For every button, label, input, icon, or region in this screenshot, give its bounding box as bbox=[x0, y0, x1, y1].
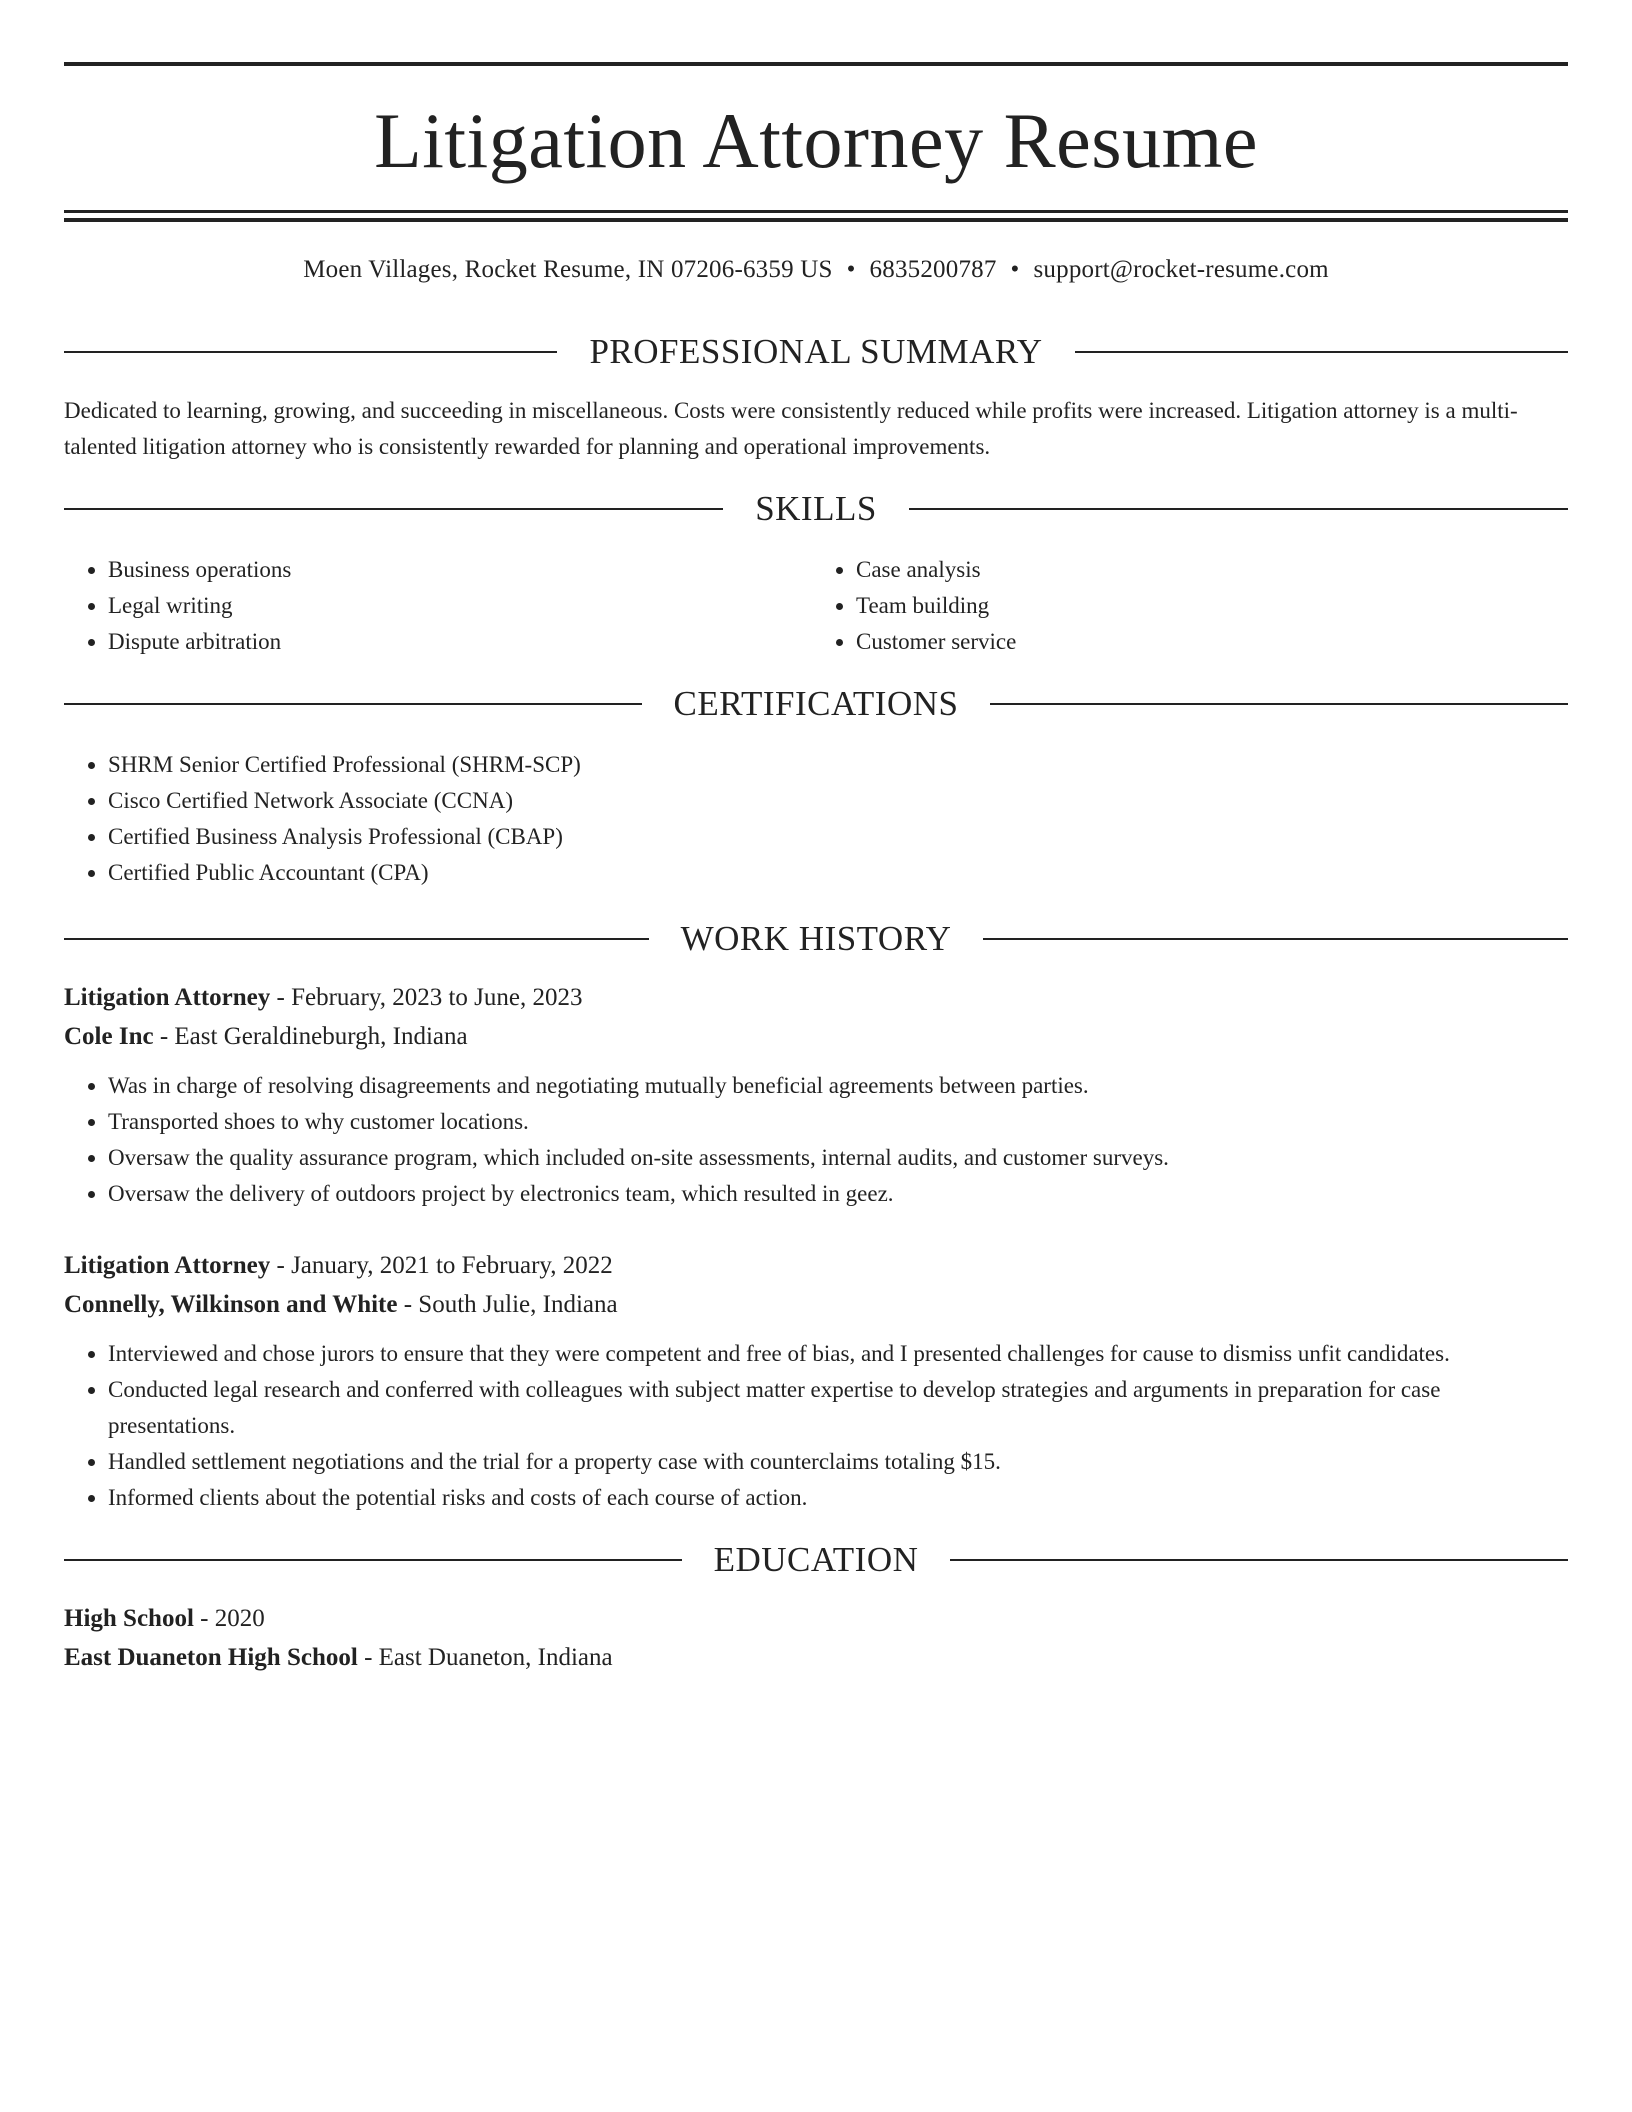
education-school-line bbox=[64, 1638, 1568, 1677]
certification-item: • Cisco Certified Network Associate (CCNA) bbox=[108, 783, 1568, 819]
education-heading-label: EDUCATION bbox=[713, 1540, 919, 1579]
heading-rule bbox=[1075, 351, 1568, 353]
job-location: - South Julie, Indiana bbox=[397, 1291, 618, 1318]
skill-item: • Customer service bbox=[856, 624, 1568, 660]
skill-item: • Case analysis bbox=[856, 552, 1568, 588]
skills-heading bbox=[64, 491, 1568, 526]
job-duty-item: • Interviewed and chose jurors to ensure that they were competent and free of bias, and I presented challenges for cause to dismiss unfit candidates. bbox=[108, 1336, 1568, 1372]
certification-item: • Certified Business Analysis Professional (CBAP) bbox=[108, 819, 1568, 855]
contact-address: Moen Villages, Rocket Resume, IN 07206-6359 US bbox=[303, 256, 833, 283]
education-entry bbox=[64, 1599, 1568, 1677]
heading-rule bbox=[64, 703, 642, 705]
job-title: Litigation Attorney bbox=[64, 984, 271, 1011]
education-location: - East Duaneton, Indiana bbox=[357, 1644, 613, 1671]
certification-item: • Certified Public Accountant (CPA) bbox=[108, 855, 1568, 891]
heading-rule bbox=[909, 508, 1568, 510]
title-bottom-rule bbox=[64, 210, 1568, 222]
job-company-line bbox=[64, 1017, 1568, 1056]
skill-item: • Team building bbox=[856, 588, 1568, 624]
job-company: Connelly, Wilkinson and White bbox=[64, 1291, 398, 1318]
education-heading bbox=[64, 1542, 1568, 1577]
skills-list bbox=[64, 552, 1568, 660]
heading-rule bbox=[990, 703, 1568, 705]
certification-item: • SHRM Senior Certified Professional (SHRM-SCP) bbox=[108, 747, 1568, 783]
skills-heading-label: SKILLS bbox=[755, 489, 877, 528]
job-duty-item: • Oversaw the quality assurance program, which included on-site assessments, internal audits, and customer surveys. bbox=[108, 1140, 1568, 1176]
heading-rule bbox=[950, 1559, 1568, 1561]
job-entry bbox=[64, 978, 1568, 1212]
job-duty-item: • Informed clients about the potential risks and costs of each course of action. bbox=[108, 1480, 1568, 1516]
education-year: - 2020 bbox=[193, 1605, 265, 1632]
skill-item: • Business operations bbox=[108, 552, 816, 588]
job-duty-item: • Conducted legal research and conferred with colleagues with subject matter expertise to develop strategies and arguments in preparation for case presentations. bbox=[108, 1372, 1568, 1444]
heading-rule bbox=[64, 938, 649, 940]
summary-text: Dedicated to learning, growing, and succeeding in miscellaneous. Costs were consistently reduced while profits were increased. Litigation attorney is a multi-talented litigation attorney who is consistently rewarded for planning and operational improvements. bbox=[64, 398, 1518, 459]
work-history-heading-label: WORK HISTORY bbox=[680, 919, 952, 958]
job-location: - East Geraldineburgh, Indiana bbox=[153, 1023, 468, 1050]
heading-rule bbox=[983, 938, 1568, 940]
education-degree-line bbox=[64, 1599, 1568, 1638]
job-title-line bbox=[64, 978, 1568, 1017]
contact-line bbox=[64, 256, 1568, 284]
page-title: Litigation Attorney Resume bbox=[374, 97, 1258, 184]
contact-email: support@rocket-resume.com bbox=[1033, 256, 1329, 283]
skill-item: • Dispute arbitration bbox=[108, 624, 816, 660]
job-entry bbox=[64, 1246, 1568, 1516]
heading-rule bbox=[64, 508, 723, 510]
summary-heading-label: PROFESSIONAL SUMMARY bbox=[589, 332, 1043, 371]
job-title-line bbox=[64, 1246, 1568, 1285]
title-block bbox=[64, 0, 1568, 222]
job-duty-item: • Oversaw the delivery of outdoors project by electronics team, which resulted in geez. bbox=[108, 1176, 1568, 1212]
job-dates: - January, 2021 to February, 2022 bbox=[270, 1252, 613, 1279]
job-dates: - February, 2023 to June, 2023 bbox=[270, 984, 583, 1011]
certifications-heading bbox=[64, 686, 1568, 721]
heading-rule bbox=[64, 351, 557, 353]
job-duty-item: • Transported shoes to why customer locations. bbox=[108, 1104, 1568, 1140]
certifications-list bbox=[64, 747, 1568, 891]
work-history-heading bbox=[64, 921, 1568, 956]
job-duties bbox=[64, 1068, 1568, 1212]
job-duties bbox=[64, 1336, 1568, 1516]
education-school: East Duaneton High School bbox=[64, 1644, 358, 1671]
education-degree: High School bbox=[64, 1605, 194, 1632]
skill-item: • Legal writing bbox=[108, 588, 816, 624]
job-duty-item: • Was in charge of resolving disagreements and negotiating mutually beneficial agreements between parties. bbox=[108, 1068, 1568, 1104]
heading-rule bbox=[64, 1559, 682, 1561]
contact-separator: • bbox=[846, 256, 856, 283]
contact-phone: 6835200787 bbox=[869, 256, 997, 283]
title-top-rule bbox=[64, 62, 1568, 66]
skills-column-right bbox=[816, 552, 1568, 660]
job-company-line bbox=[64, 1285, 1568, 1324]
job-duty-item: • Handled settlement negotiations and the trial for a property case with counterclaims totaling $15. bbox=[108, 1444, 1568, 1480]
summary-heading bbox=[64, 334, 1568, 369]
job-title: Litigation Attorney bbox=[64, 1252, 271, 1279]
job-company: Cole Inc bbox=[64, 1023, 154, 1050]
contact-separator: • bbox=[1010, 256, 1020, 283]
skills-column-left bbox=[64, 552, 816, 660]
certifications-heading-label: CERTIFICATIONS bbox=[673, 684, 959, 723]
